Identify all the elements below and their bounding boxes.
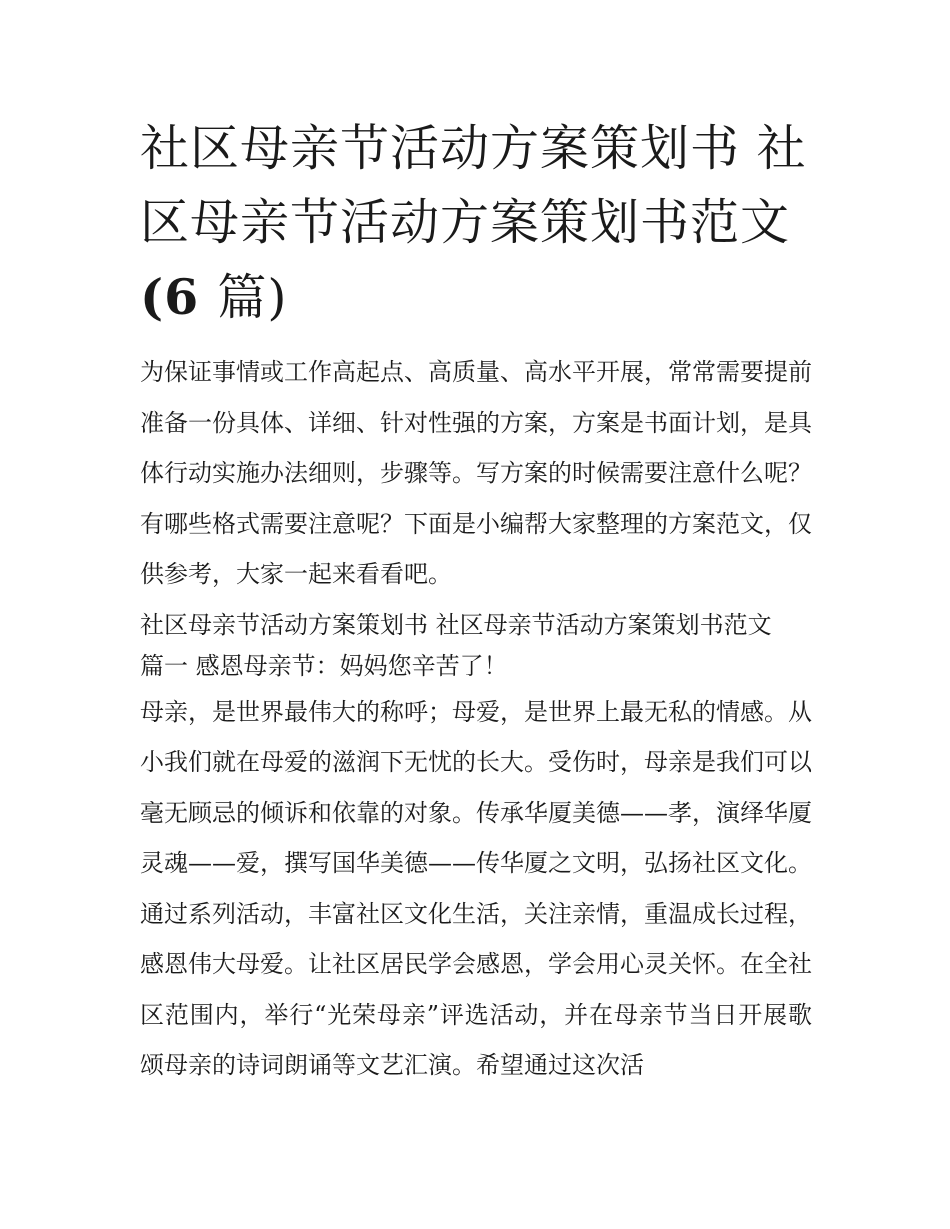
- title-line-2: 区母亲节活动方案策划书范文: [140, 194, 791, 251]
- section-subtitle: 社区母亲节活动方案策划书 社区母亲节活动方案策划书范文: [140, 610, 772, 639]
- title-line-1: 社区母亲节活动方案策划书 社: [140, 120, 807, 177]
- title-count: (6: [140, 268, 218, 326]
- section-heading: 篇一 感恩母亲节：妈妈您辛苦了！: [140, 651, 508, 680]
- document-page: [140, 112, 812, 1091]
- body-paragraph: 母亲，是世界最伟大的称呼；母爱，是世界上最无私的情感。从小我们就在母爱的滋润下无忧的长大。受伤时，母亲是我们可以毫无顾忌的倾诉和依靠的对象。传承华厦美德——孝，演绎华厦灵魂——爱，撰写国华美德——传华厦之文明，弘扬社区文化。通过系列活动，丰富社区文化生活，关注亲情，重温成长过程，感恩伟大母爱。让社区居民学会感恩，学会用心灵关怀。在全社区范围内，举行“光荣母亲”评选活动，并在母亲节当日开展歌颂母亲的诗词朗诵等文艺汇演。希望通过这次活: [140, 697, 812, 1079]
- intro-paragraph: 为保证事情或工作高起点、高质量、高水平开展，常常需要提前准备一份具体、详细、针对性强的方案，方案是书面计划，是具体行动实施办法细则，步骤等。写方案的时候需要注意什么呢？有哪些格式需要注意呢？下面是小编帮大家整理的方案范文，仅供参考，大家一起来看看吧。: [140, 358, 812, 588]
- title-count-suffix: 篇): [217, 269, 288, 326]
- document-title: [140, 112, 812, 335]
